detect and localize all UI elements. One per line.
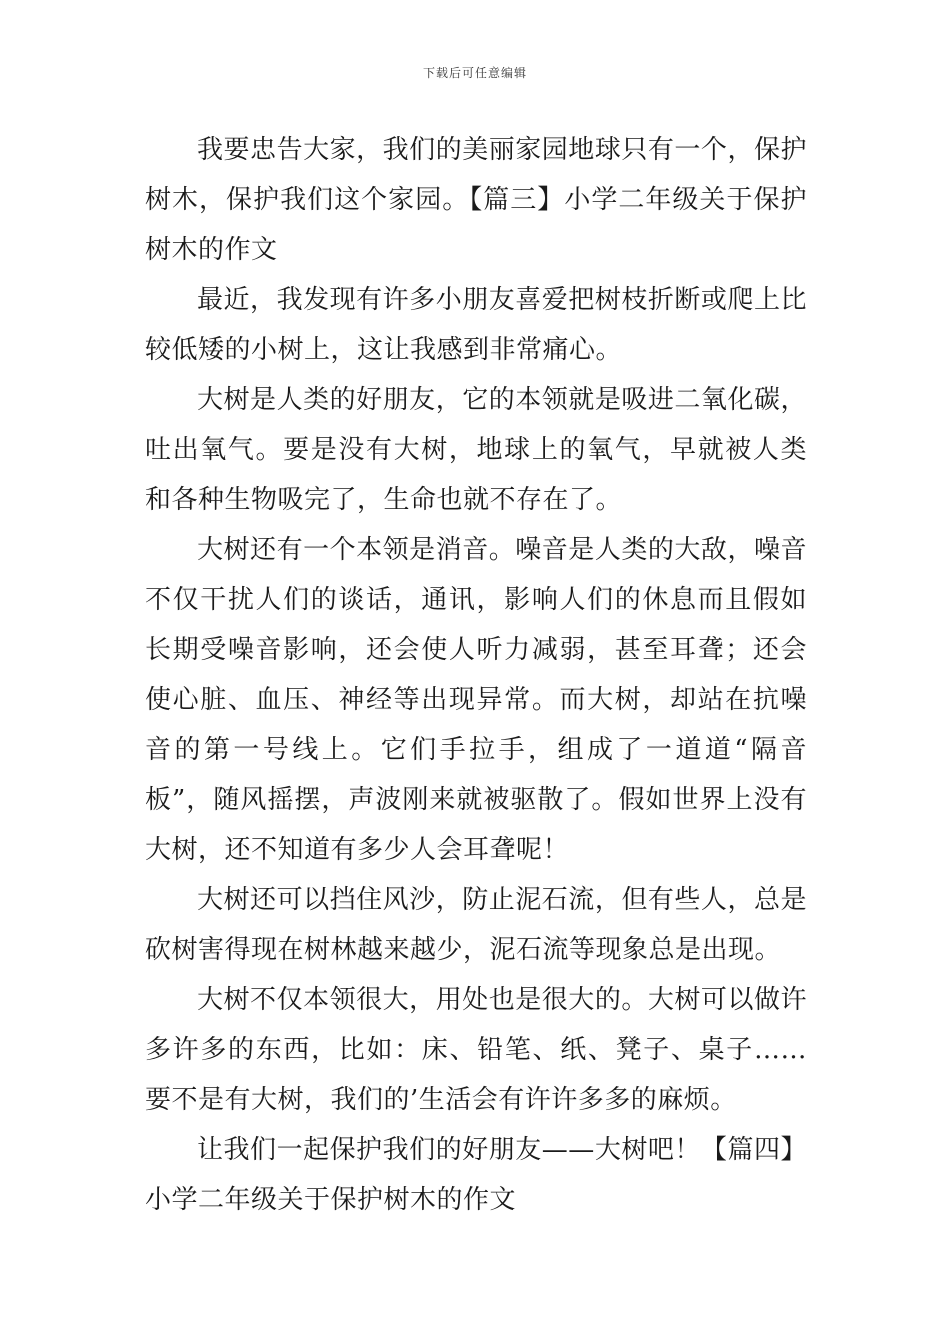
document-body bbox=[145, 125, 807, 1225]
paragraph-5: 大树还可以挡住风沙，防止泥石流，但有些人，总是砍树害得现在树林越来越少，泥石流等现象总是出现。 bbox=[145, 885, 807, 965]
paragraph-2: 最近，我发现有许多小朋友喜爱把树枝折断或爬上比较低矮的小树上，这让我感到非常痛心。 bbox=[145, 285, 807, 365]
paragraph-1: 我要忠告大家，我们的美丽家园地球只有一个，保护树木，保护我们这个家园。【篇三】小学二年级关于保护树木的作文 bbox=[145, 135, 807, 265]
paragraph-3: 大树是人类的好朋友，它的本领就是吸进二氧化碳，吐出氧气。要是没有大树，地球上的氧气，早就被人类和各种生物吸完了，生命也就不存在了。 bbox=[145, 385, 807, 515]
paragraph-7: 让我们一起保护我们的好朋友——大树吧！【篇四】小学二年级关于保护树木的作文 bbox=[145, 1135, 807, 1215]
paragraph-6: 大树不仅本领很大，用处也是很大的。大树可以做许多许多的东西，比如：床、铅笔、纸、凳子、桌子……要不是有大树，我们的’生活会有许许多多的麻烦。 bbox=[145, 985, 807, 1115]
paragraph-4: 大树还有一个本领是消音。噪音是人类的大敌，噪音不仅干扰人们的谈话，通讯，影响人们的休息而且假如长期受噪音影响，还会使人听力减弱，甚至耳聋；还会使心脏、血压、神经等出现异常。而大树，却站在抗噪音的第一号线上。它们手拉手，组成了一道道“隔音板”，随风摇摆，声波刚来就被驱散了。假如世界上没有大树，还不知道有多少人会耳聋呢！ bbox=[145, 535, 807, 865]
header-note: 下载后可任意编辑 bbox=[422, 66, 527, 80]
